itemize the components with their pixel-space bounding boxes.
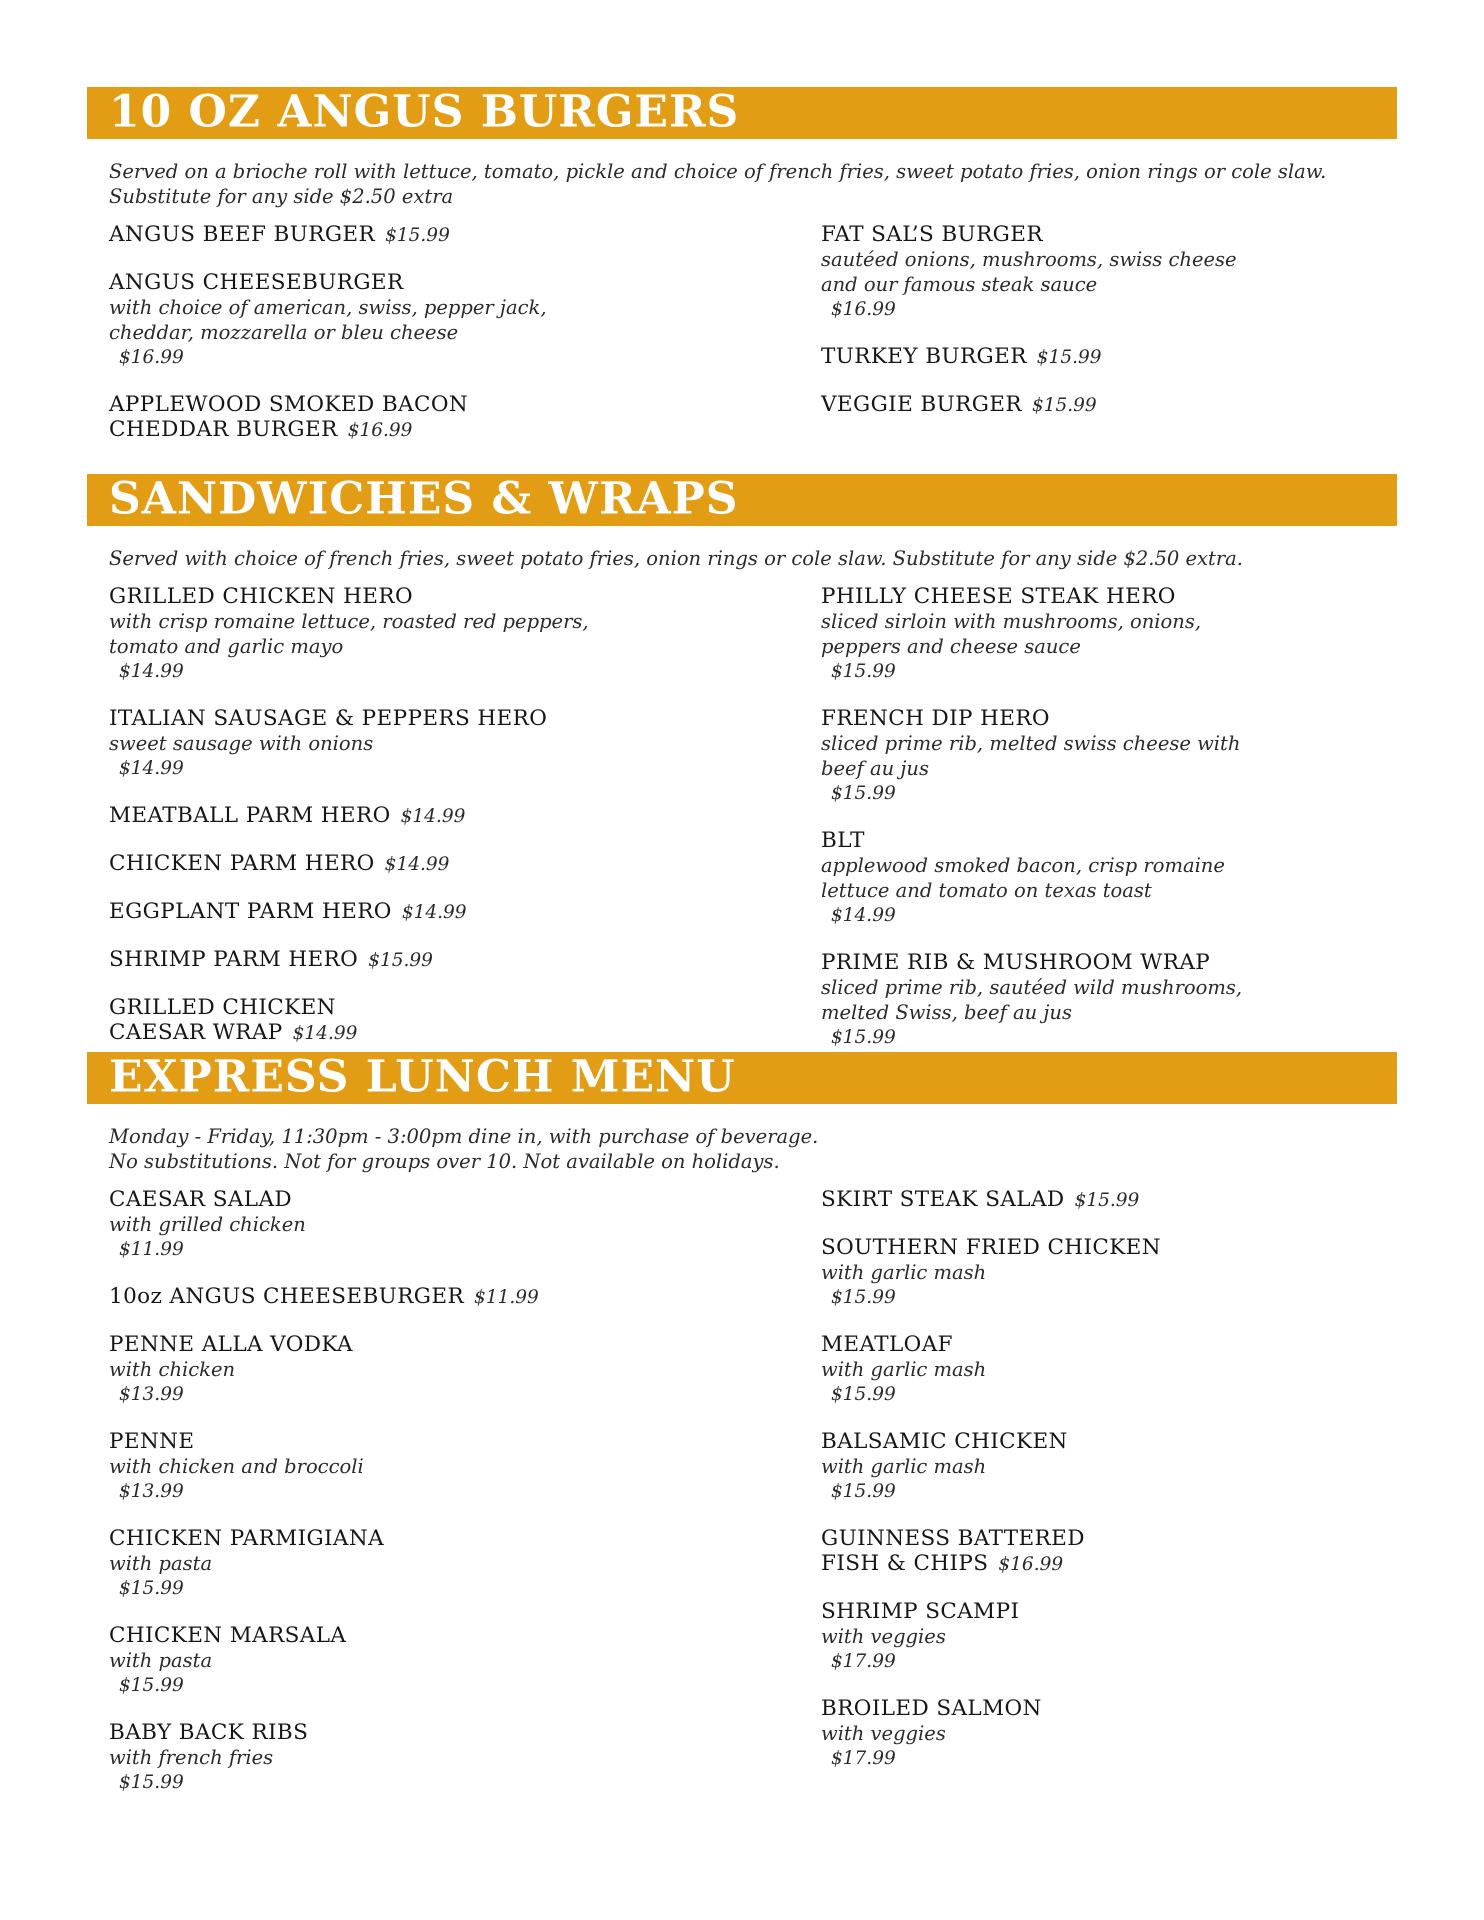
menu-item-description (109, 1454, 789, 1504)
intro-line: Monday - Friday, 11:30pm - 3:00pm dine in, with purchase of beverage. (109, 1125, 819, 1148)
menu-item-name-line: CHICKEN MARSALA (109, 1623, 347, 1648)
menu-item-description (109, 609, 789, 684)
menu-item-price: $15.99 (831, 783, 896, 804)
menu-item (109, 1623, 789, 1698)
menu-item-name (821, 344, 1381, 370)
menu-item-name-line: FRENCH DIP HERO (821, 706, 1050, 731)
menu-item-name-line: CHICKEN PARMIGIANA (109, 1526, 384, 1551)
section-title: EXPRESS LUNCH MENU (109, 1051, 736, 1103)
menu-item-description-line: with garlic mash (821, 1261, 987, 1284)
menu-item (821, 1526, 1381, 1577)
menu-item-name-line: ANGUS CHEESEBURGER (109, 270, 404, 295)
menu-item (821, 1235, 1381, 1310)
menu-item-price: $15.99 (831, 1384, 896, 1405)
menu-item-name (109, 947, 789, 973)
menu-item-name-line: GRILLED CHICKEN (109, 995, 336, 1020)
menu-item-name (109, 1429, 789, 1454)
menu-item-name-line: FAT SAL’S BURGER (821, 222, 1043, 247)
menu-column-left (109, 222, 789, 465)
menu-item-price: $15.99 (831, 1287, 896, 1308)
menu-column-right (821, 584, 1381, 1120)
menu-item-name (109, 1284, 789, 1310)
menu-item (109, 706, 789, 781)
menu-item-name (821, 1696, 1381, 1721)
menu-item-description-line: with chicken and broccoli (109, 1455, 364, 1478)
menu-item-description (109, 1212, 789, 1262)
section-sandwiches (87, 473, 1397, 1048)
menu-item (109, 1720, 789, 1795)
menu-item-name-line: FISH & CHIPS (821, 1551, 989, 1576)
menu-item-name (109, 222, 789, 248)
menu-item-price: $14.99 (292, 1023, 358, 1044)
menu-item-name (821, 1429, 1381, 1454)
intro-line: Substitute for any side $2.50 extra (109, 185, 454, 208)
intro-line: No substitutions. Not for groups over 10. Not available on holidays. (109, 1150, 780, 1173)
menu-item-description-line: cheddar, mozzarella or bleu cheese (109, 321, 459, 344)
menu-item-name-line: CAESAR WRAP (109, 1020, 283, 1045)
menu-item-name (821, 706, 1381, 731)
menu-item-description-line: lettuce and tomato on texas toast (821, 879, 1152, 902)
menu-item-price: $13.99 (119, 1481, 184, 1502)
menu-item (821, 1332, 1381, 1407)
section-express-lunch (87, 1051, 1397, 1793)
menu-item-description-line: sweet sausage with onions (109, 732, 374, 755)
intro-line: Served with choice of french fries, sweet potato fries, onion rings or cole slaw. Substitute for any side $2.50 extra. (109, 547, 1243, 570)
menu-item-description-line: with crisp romaine lettuce, roasted red peppers, (109, 610, 589, 633)
menu-item (109, 270, 789, 370)
menu-item-name (109, 392, 789, 443)
section-intro (109, 1124, 1397, 1174)
menu-item-description (821, 1624, 1381, 1674)
menu-item-description-line: sautéed onions, mushrooms, swiss cheese (821, 248, 1237, 271)
menu-item-price: $15.99 (831, 1481, 896, 1502)
menu-item-name (821, 1599, 1381, 1624)
menu-item-price: $17.99 (831, 1651, 896, 1672)
menu-item-name (821, 222, 1381, 247)
menu-item-name-line: ANGUS BEEF BURGER (109, 222, 376, 247)
menu-item-description-line: with french fries (109, 1746, 274, 1769)
section-banner (87, 87, 1397, 139)
menu-item-description (109, 1357, 789, 1407)
menu-item (109, 995, 789, 1046)
menu-item-price: $15.99 (119, 1772, 184, 1793)
menu-item-name-line: SHRIMP SCAMPI (821, 1599, 1020, 1624)
menu-item-name (109, 1720, 789, 1745)
menu-item (821, 222, 1381, 322)
menu-item-description-line: tomato and garlic mayo (109, 635, 344, 658)
menu-item-description (109, 1648, 789, 1698)
menu-item-description (821, 609, 1381, 684)
menu-item-price: $14.99 (400, 806, 466, 827)
menu-item-price: $14.99 (831, 905, 896, 926)
menu-item-name-line: BABY BACK RIBS (109, 1720, 309, 1745)
menu-item-name-line: VEGGIE BURGER (821, 392, 1022, 417)
menu-item-name (109, 803, 789, 829)
menu-column-left (109, 1187, 789, 1817)
menu-item (109, 1284, 789, 1310)
menu-item-name-line: BALSAMIC CHICKEN (821, 1429, 1068, 1454)
menu-item-description (109, 295, 789, 370)
menu-item-name-line: 10oz ANGUS CHEESEBURGER (109, 1284, 465, 1309)
menu-item-name (109, 706, 789, 731)
menu-column-left (109, 584, 789, 1068)
menu-item-description (109, 1551, 789, 1601)
menu-item-name (821, 1187, 1381, 1213)
menu-item-description-line: with veggies (821, 1722, 946, 1745)
menu-item-name (109, 1623, 789, 1648)
menu-item-name-line: CAESAR SALAD (109, 1187, 293, 1212)
menu-item-name-line: ITALIAN SAUSAGE & PEPPERS HERO (109, 706, 548, 731)
menu-item-name-line: CHEDDAR BURGER (109, 417, 338, 442)
menu-item-name (821, 1332, 1381, 1357)
menu-item-description (821, 1357, 1381, 1407)
menu-item (821, 950, 1381, 1050)
menu-item-name-line: BROILED SALMON (821, 1696, 1042, 1721)
menu-item-name-line: SHRIMP PARM HERO (109, 947, 359, 972)
menu-item-name-line: BLT (821, 828, 865, 853)
menu-item-price: $15.99 (119, 1675, 184, 1696)
menu-item (109, 1332, 789, 1407)
menu-item-description-line: applewood smoked bacon, crisp romaine (821, 854, 1225, 877)
menu-item-description-line: with pasta (109, 1649, 213, 1672)
menu-item-description-line: with veggies (821, 1625, 946, 1648)
section-banner (87, 474, 1397, 526)
menu-item-description-line: sliced prime rib, sautéed wild mushrooms, (821, 976, 1243, 999)
menu-item-name-line: PRIME RIB & MUSHROOM WRAP (821, 950, 1211, 975)
menu-item-price: $15.99 (1031, 395, 1097, 416)
menu-item (109, 947, 789, 973)
menu-item (821, 828, 1381, 928)
menu-item (109, 222, 789, 248)
menu-item-price: $13.99 (119, 1384, 184, 1405)
menu-item-description (821, 1454, 1381, 1504)
section-title: SANDWICHES & WRAPS (109, 473, 739, 525)
menu-item-name-line: PHILLY CHEESE STEAK HERO (821, 584, 1176, 609)
menu-item-name-line: EGGPLANT PARM HERO (109, 899, 392, 924)
menu-item-description-line: with garlic mash (821, 1358, 987, 1381)
menu-item-description-line: with chicken (109, 1358, 236, 1381)
menu-item-description (109, 731, 789, 781)
menu-item-name-line: CHICKEN PARM HERO (109, 851, 375, 876)
menu-item-price: $15.99 (368, 950, 433, 971)
menu-item-name (109, 995, 789, 1046)
section-title: 10 OZ ANGUS BURGERS (109, 86, 740, 138)
menu-item (821, 584, 1381, 684)
menu-item (821, 344, 1381, 370)
menu-item-name (109, 270, 789, 295)
section-intro (109, 546, 1397, 571)
menu-item (109, 899, 789, 925)
menu-item (109, 584, 789, 684)
menu-item-price: $15.99 (1036, 347, 1102, 368)
menu-item-name-line: SOUTHERN FRIED CHICKEN (821, 1235, 1161, 1260)
section-banner (87, 1052, 1397, 1104)
menu-item (109, 803, 789, 829)
menu-item-description-line: peppers and cheese sauce (821, 635, 1081, 658)
menu-item-price: $14.99 (384, 854, 450, 875)
menu-item-name-line: MEATBALL PARM HERO (109, 803, 391, 828)
menu-item-price: $14.99 (401, 902, 467, 923)
menu-item (109, 851, 789, 877)
menu-item-price: $15.99 (831, 661, 896, 682)
menu-item-price: $16.99 (119, 347, 184, 368)
menu-item-description-line: with choice of american, swiss, pepper jack, (109, 296, 547, 319)
menu-item (821, 392, 1381, 418)
menu-item-name-line: MEATLOAF (821, 1332, 953, 1357)
menu-item-name (821, 392, 1381, 418)
menu-item (109, 1429, 789, 1504)
menu-item (821, 1429, 1381, 1504)
menu-item-name (109, 851, 789, 877)
menu-item-description-line: with grilled chicken (109, 1213, 306, 1236)
menu-column-right (821, 1187, 1381, 1793)
section-burgers (87, 86, 1397, 442)
menu-item-price: $16.99 (347, 420, 413, 441)
menu-item-description (821, 247, 1381, 322)
section-intro (109, 159, 1397, 209)
menu-item-description-line: with pasta (109, 1552, 213, 1575)
menu-item-price: $14.99 (119, 661, 184, 682)
intro-line: Served on a brioche roll with lettuce, tomato, pickle and choice of french fries, sweet potato fries, onion rings or cole slaw. (109, 160, 1327, 183)
menu-item-description-line: with garlic mash (821, 1455, 987, 1478)
menu-item-price: $17.99 (831, 1748, 896, 1769)
menu-item-price: $11.99 (474, 1287, 539, 1308)
menu-item-description-line: sliced prime rib, melted swiss cheese with (821, 732, 1241, 755)
menu-item-name (109, 899, 789, 925)
menu-item-description-line: sliced sirloin with mushrooms, onions, (821, 610, 1202, 633)
menu-item-description-line: melted Swiss, beef au jus (821, 1001, 1072, 1024)
menu-item-description (109, 1745, 789, 1795)
menu-item-name (109, 584, 789, 609)
menu-item-description (821, 1721, 1381, 1771)
menu-item-name (821, 1526, 1381, 1577)
menu-item-description (821, 975, 1381, 1050)
menu-item-name-line: SKIRT STEAK SALAD (821, 1187, 1065, 1212)
menu-item-description-line: beef au jus (821, 757, 929, 780)
menu-item-price: $11.99 (119, 1239, 184, 1260)
menu-item-name (109, 1187, 789, 1212)
menu-item-name (821, 828, 1381, 853)
menu-item-name-line: PENNE (109, 1429, 195, 1454)
menu-item (109, 1187, 789, 1262)
menu-item-price: $15.99 (831, 1027, 896, 1048)
menu-item-name-line: PENNE ALLA VODKA (109, 1332, 353, 1357)
menu-item-name-line: TURKEY BURGER (821, 344, 1027, 369)
menu-item-description-line: and our famous steak sauce (821, 273, 1098, 296)
menu-item-name-line: GUINNESS BATTERED (821, 1526, 1085, 1551)
menu-item-price: $15.99 (385, 225, 450, 246)
menu-item-price: $14.99 (119, 758, 184, 779)
menu-item-description (821, 853, 1381, 928)
menu-item-description (821, 1260, 1381, 1310)
menu-item-name-line: GRILLED CHICKEN HERO (109, 584, 413, 609)
menu-item (109, 392, 789, 443)
menu-item (821, 1599, 1381, 1674)
menu-item-price: $15.99 (119, 1578, 184, 1599)
menu-item (821, 706, 1381, 806)
menu-item-name (821, 584, 1381, 609)
menu-item-name (821, 1235, 1381, 1260)
menu-item (109, 1526, 789, 1601)
menu-item-name-line: APPLEWOOD SMOKED BACON (109, 392, 469, 417)
menu-column-right (821, 222, 1381, 440)
menu-item (821, 1696, 1381, 1771)
menu-item (821, 1187, 1381, 1213)
menu-item-description (821, 731, 1381, 806)
menu-item-name (109, 1332, 789, 1357)
menu-item-price: $15.99 (1074, 1190, 1140, 1211)
menu-item-name (109, 1526, 789, 1551)
menu-item-price: $16.99 (831, 299, 896, 320)
menu-item-price: $16.99 (998, 1554, 1064, 1575)
menu-item-name (821, 950, 1381, 975)
